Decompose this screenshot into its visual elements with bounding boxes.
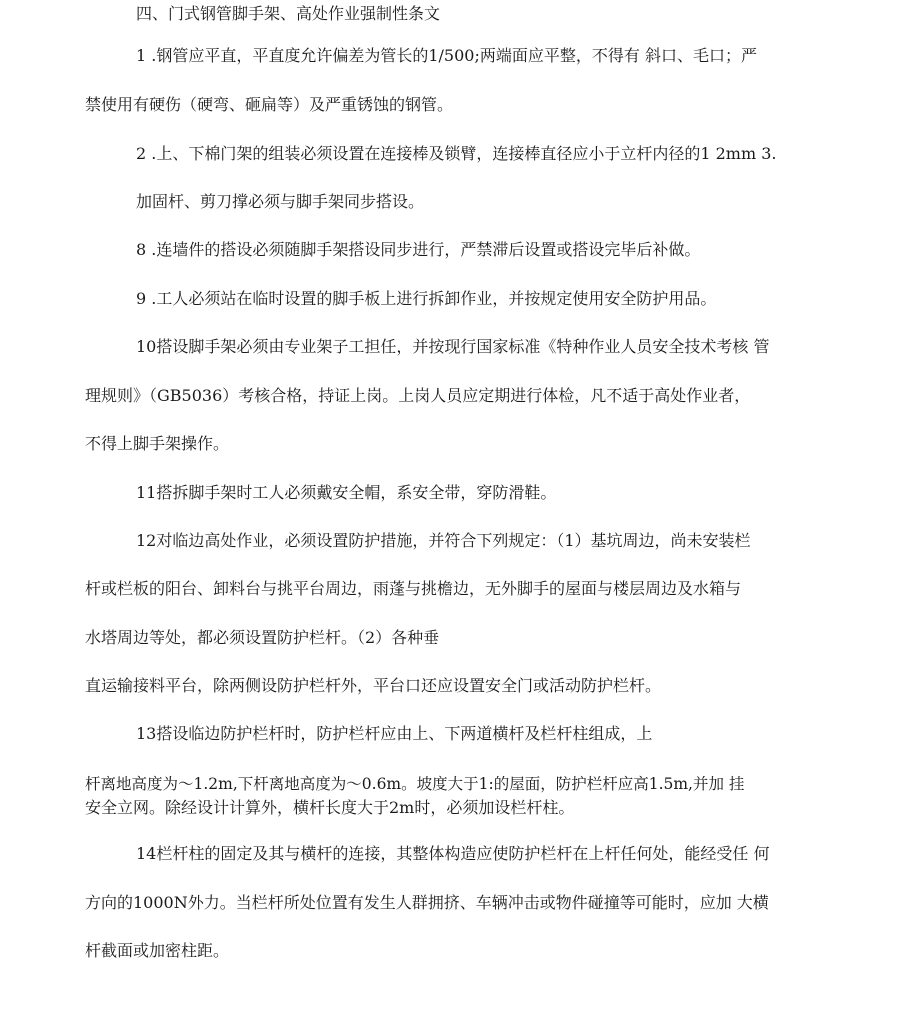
- text-line: 方向的1000N外力。当栏杆所处位置有发生人群拥挤、车辆冲击或物件碰撞等可能时，应加 大横: [85, 893, 769, 912]
- section-heading: 四、门式钢管脚手架、高处作业强制性条文: [136, 4, 441, 23]
- text-line: 杆离地高度为～1.2m,下杆离地高度为～0.6m。坡度大于1:的屋面，防护栏杆应高1.5m,并加 挂: [85, 775, 745, 793]
- text-line: 14栏杆柱的固定及其与横杆的连接，其整体构造应使防护栏杆在上杆任何处，能经受任 何: [136, 844, 770, 863]
- text-line: 禁使用有硬伤（硬弯、砸扁等）及严重锈蚀的钢管。: [85, 95, 454, 114]
- text-line: 2 .上、下棉门架的组装必须设置在连接棒及锁臂，连接棒直径应小于立杆内径的1 2mm 3.: [136, 144, 777, 163]
- text-line: 12对临边高处作业，必须设置防护措施，并符合下列规定：（1）基坑周边，尚未安装栏: [136, 531, 751, 550]
- text-line: 理规则》（GB5036）考核合格，持证上岗。上岗人员应定期进行体检，凡不适于高处作业者，: [85, 386, 751, 405]
- text-line: 不得上脚手架操作。: [85, 434, 230, 453]
- text-line: 水塔周边等处，都必须设置防护栏杆。（2）各种垂: [85, 628, 440, 647]
- text-line: 13搭设临边防护栏杆时，防护栏杆应由上、下两道横杆及栏杆柱组成，上: [136, 724, 653, 743]
- text-line: 杆截面或加密柱距。: [85, 941, 230, 960]
- text-line: 杆或栏板的阳台、卸料台与挑平台周边，雨蓬与挑檐边，无外脚手的屋面与楼层周边及水箱与: [85, 579, 742, 598]
- text-line: 1 .钢管应平直，平直度允许偏差为管长的1/500;两端面应平整，不得有 斜口、毛口；严: [136, 46, 757, 65]
- text-line: 安全立网。除经设计计算外，横杆长度大于2m时，必须加设栏杆柱。: [85, 798, 575, 817]
- text-line: 直运输接料平台，除两侧设防护栏杆外，平台口还应设置安全门或活动防护栏杆。: [85, 676, 662, 695]
- text-line: 8 .连墙件的搭设必须随脚手架搭设同步进行，严禁滞后设置或搭设完毕后补做。: [136, 240, 701, 259]
- text-line: 9 .工人必须站在临时设置的脚手板上进行拆卸作业，并按规定使用安全防护用品。: [136, 289, 717, 308]
- text-line: 10搭设脚手架必须由专业架子工担任，并按现行国家标准《特种作业人员安全技术考核 管: [136, 337, 770, 356]
- text-line: 加固杆、剪刀撑必须与脚手架同步搭设。: [136, 192, 425, 211]
- text-line: 11搭拆脚手架时工人必须戴安全帽，系安全带，穿防滑鞋。: [136, 483, 557, 502]
